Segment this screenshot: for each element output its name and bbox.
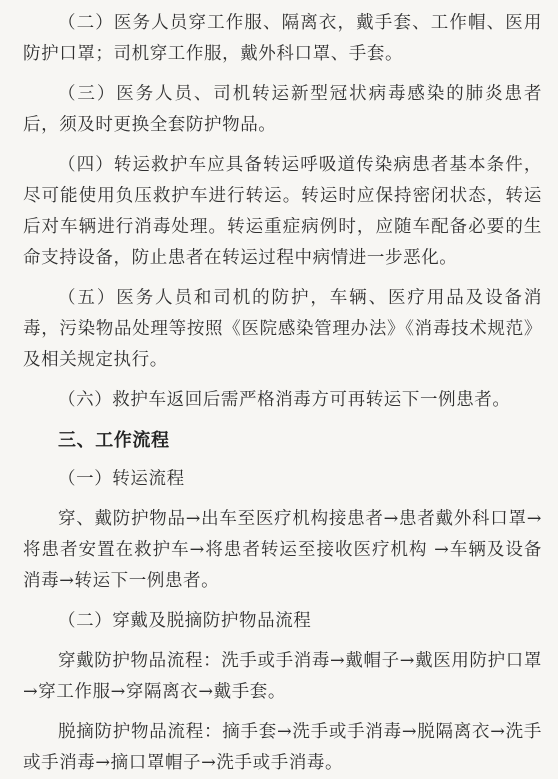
ppe-don-flow-paragraph: 穿戴防护物品流程：洗手或手消毒→戴帽子→戴医用防护口罩→穿工作服→穿隔离衣→戴手套。: [23, 651, 542, 702]
section-heading: 三、工作流程: [58, 430, 170, 451]
paragraph-item-3: （三）医务人员、司机转运新型冠状病毒感染的肺炎患者后，须及时更换全套防护物品。: [23, 84, 542, 135]
subsection-ppe-title: （二）穿戴及脱摘防护物品流程: [58, 611, 312, 631]
paragraph-item-2: （二）医务人员穿工作服、隔离衣，戴手套、工作帽、医用防护口罩；司机穿工作服，戴外科口罩、手套。: [23, 13, 542, 64]
transfer-flow-paragraph: 穿、戴防护物品→出车至医疗机构接患者→患者戴外科口罩→将患者安置在救护车→将患者转运至接收医疗机构 →车辆及设备消毒→转运下一例患者。: [23, 509, 542, 591]
ppe-doff-flow-paragraph: 脱摘防护物品流程：摘手套→洗手或手消毒→脱隔离衣→洗手或手消毒→摘口罩帽子→洗手或手消毒。: [23, 722, 542, 773]
paragraph-item-5: （五）医务人员和司机的防护，车辆、医疗用品及设备消毒，污染物品处理等按照《医院感染管理办法》《消毒技术规范》及相关规定执行。: [23, 288, 542, 370]
paragraph-item-6: （六）救护车返回后需严格消毒方可再转运下一例患者。: [58, 390, 511, 410]
paragraph-item-4: （四）转运救护车应具备转运呼吸道传染病患者基本条件，尽可能使用负压救护车进行转运。转运时应保持密闭状态，转运后对车辆进行消毒处理。转运重症病例时，应随车配备必要的生命支持设备，防止患者在转运过程中病情进一步恶化。: [23, 155, 542, 268]
subsection-transfer-title: （一）转运流程: [58, 469, 185, 489]
